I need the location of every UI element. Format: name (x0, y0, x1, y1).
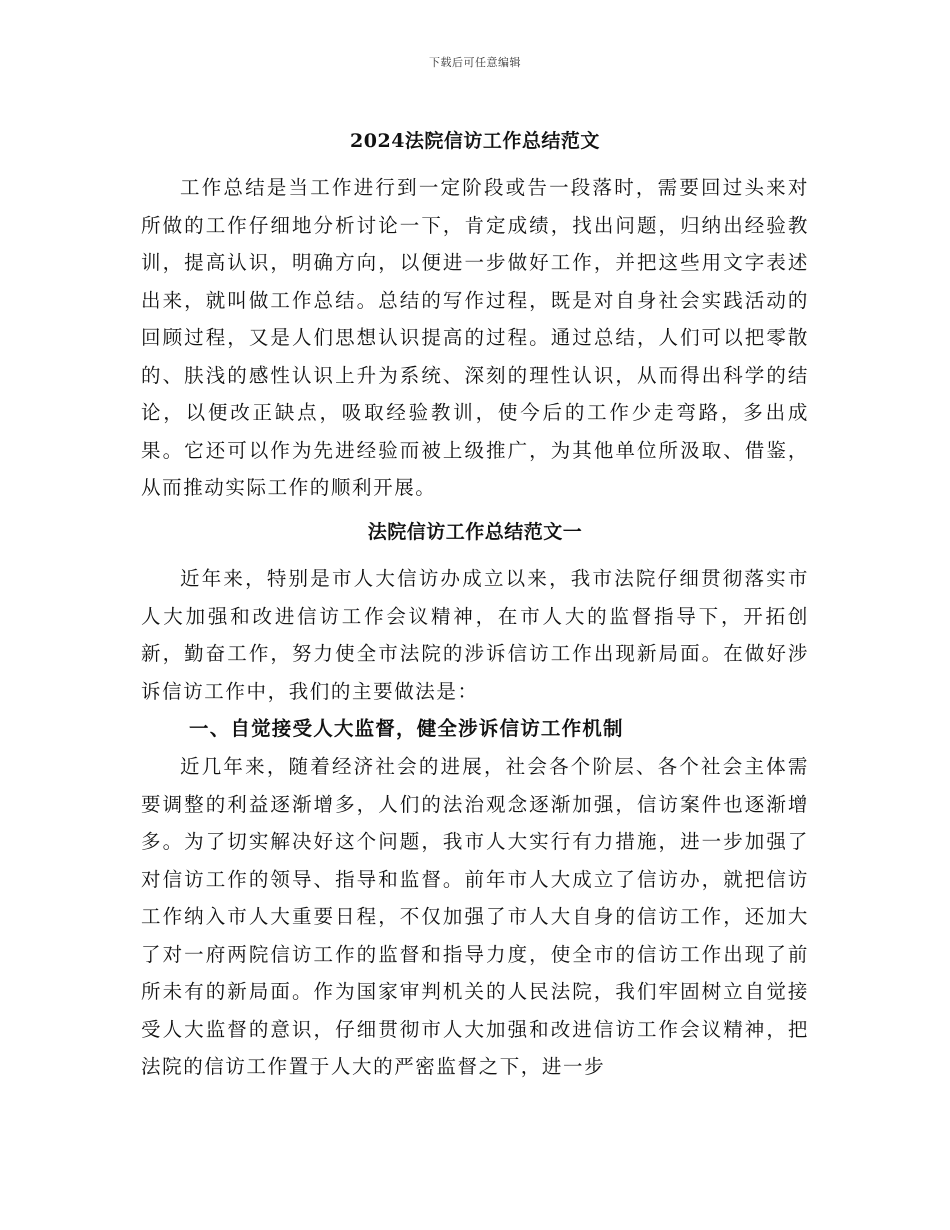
body-paragraph-1: 近年来，特别是市人大信访办成立以来，我市法院仔细贯彻落实市人大加强和改进信访工作会议精神，在市人大的监督指导下，开拓创新，勤奋工作，努力使全市法院的涉诉信访工作出现新局面。在做好涉诉信访工作中，我们的主要做法是： (141, 567, 809, 703)
intro-paragraph: 工作总结是当工作进行到一定阶段或告一段落时，需要回过头来对所做的工作仔细地分析讨论一下，肯定成绩，找出问题，归纳出经验教训，提高认识，明确方向，以便进一步做好工作，并把这些用文字表述出来，就叫做工作总结。总结的写作过程，既是对自身社会实践活动的回顾过程，又是人们思想认识提高的过程。通过总结，人们可以把零散的、肤浅的感性认识上升为系统、深刻的理性认识，从而得出科学的结论，以便改正缺点，吸取经验教训，使今后的工作少走弯路，多出成果。它还可以作为先进经验而被上级推广，为其他单位所汲取、借鉴，从而推动实际工作的顺利开展。 (141, 176, 809, 499)
section-title: 法院信访工作总结范文一 (367, 521, 583, 543)
body-paragraph-2: 近几年来，随着经济社会的进展，社会各个阶层、各个社会主体需要调整的利益逐渐增多，人们的法治观念逐渐加强，信访案件也逐渐增多。为了切实解决好这个问题，我市人大实行有力措施，进一步加强了对信访工作的领导、指导和监督。前年市人大成立了信访办，就把信访工作纳入市人大重要日程，不仅加强了市人大自身的信访工作，还加大了对一府两院信访工作的监督和指导力度，使全市的信访工作出现了前所未有的新局面。作为国家审判机关的人民法院，我们牢固树立自觉接受人大监督的意识，仔细贯彻市人大加强和改进信访工作会议精神，把法院的信访工作置于人大的严密监督之下，进一步 (141, 755, 809, 1078)
document-title: 2024法院信访工作总结范文 (350, 130, 600, 152)
header-note: 下载后可任意编辑 (429, 56, 521, 69)
subheading-1: 一、自觉接受人大监督，健全涉诉信访工作机制 (189, 717, 624, 740)
